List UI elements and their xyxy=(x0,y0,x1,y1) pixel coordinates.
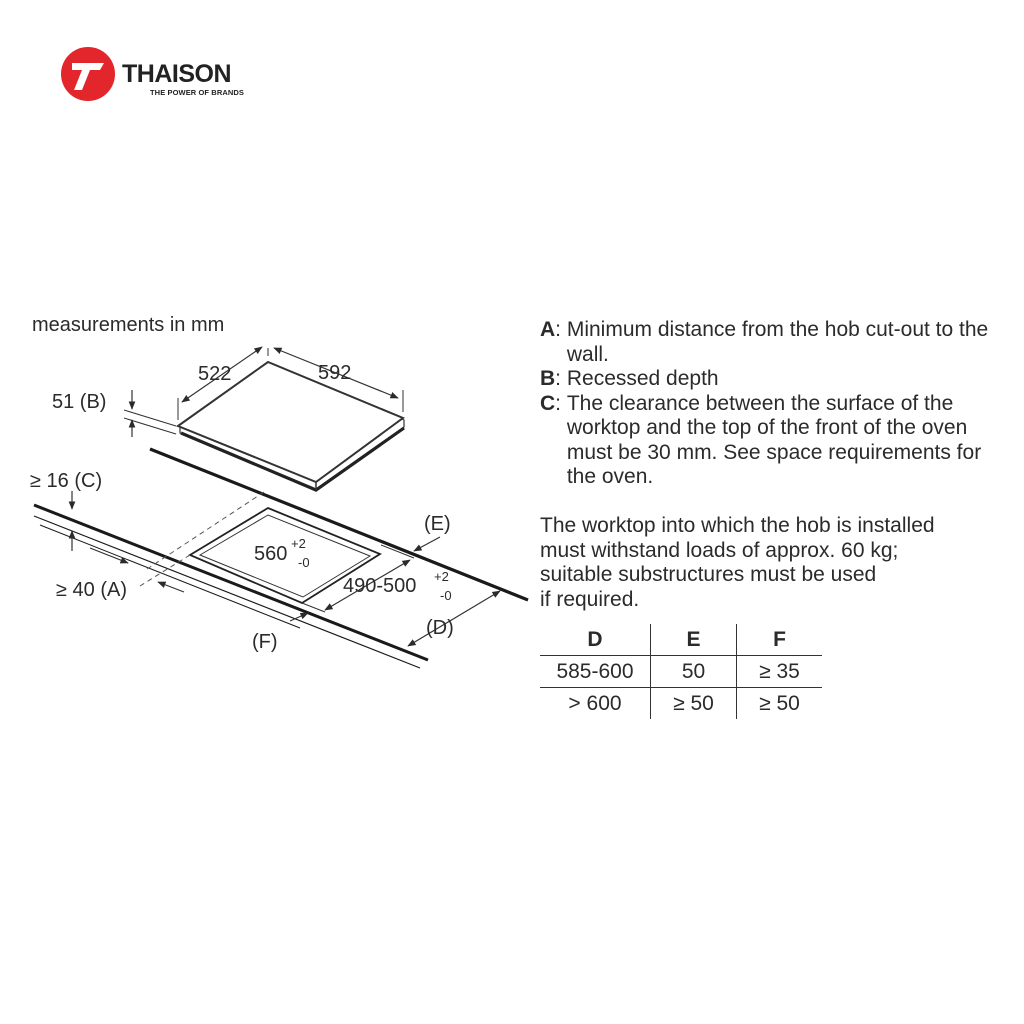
table-cell: 585-600 xyxy=(540,656,651,688)
legend-key-c: C xyxy=(540,391,556,415)
dim-490-500-main: 490-500 xyxy=(343,575,417,597)
note-line: The worktop into which the hob is installed xyxy=(540,514,935,537)
table-header-d: D xyxy=(540,624,651,656)
dim-490-500-tol-minus: -0 xyxy=(440,588,452,603)
table-row xyxy=(540,688,822,720)
legend-key-b: B xyxy=(540,367,556,390)
dim-c: ≥ 16 (C) xyxy=(30,470,103,492)
table-cell: ≥ 50 xyxy=(737,688,823,720)
dim-d: (D) xyxy=(426,617,454,639)
unit-note: measurements in mm xyxy=(32,314,225,336)
legend-text-a: Minimum distance from the hob cut-out to the wall. xyxy=(566,318,989,366)
dim-522: 522 xyxy=(198,363,232,385)
dim-f: (F) xyxy=(252,631,278,653)
dim-560-tol-minus: -0 xyxy=(298,555,310,570)
dim-592: 592 xyxy=(318,362,352,384)
dim-a: ≥ 40 (A) xyxy=(56,579,127,601)
note-line: must withstand loads of approx. 60 kg; xyxy=(540,538,899,562)
legend xyxy=(540,318,1010,490)
table-cell: > 600 xyxy=(568,691,622,715)
table-cell: 50 xyxy=(651,656,737,688)
dim-490-500 xyxy=(343,569,452,603)
dim-e: (E) xyxy=(424,513,451,535)
table-header-f: F xyxy=(737,624,823,656)
dim-b: 51 (B) xyxy=(52,391,107,413)
legend-key-a: A xyxy=(540,318,556,341)
note-line: suitable substructures must be used xyxy=(540,563,877,586)
legend-text-c: The clearance between the surface of the worktop and the top of the front of the oven must be 30 mm. See space requirements for the oven. xyxy=(566,391,982,488)
legend-item-a: A : Minimum distance from the hob cut-out to the wall. xyxy=(540,318,1010,367)
legend-item-b: B : Recessed depth xyxy=(540,367,1010,392)
dim-560-tol-plus: +2 xyxy=(291,536,306,551)
dim-560-main: 560 xyxy=(254,543,288,565)
table-cell: ≥ 35 xyxy=(737,656,823,688)
table-header-row xyxy=(540,624,822,656)
dimensions-table xyxy=(540,624,822,719)
table-cell: ≥ 50 xyxy=(651,688,737,720)
dim-490-500-tol-plus: +2 xyxy=(434,569,449,584)
table-header-e: E xyxy=(651,624,737,656)
worktop-note xyxy=(540,514,1010,612)
brand-name: THAISON xyxy=(122,60,231,88)
note-line: if required. xyxy=(540,587,640,611)
legend-text-b: Recessed depth xyxy=(566,367,719,390)
table-row xyxy=(540,656,822,688)
brand-tagline: THE POWER OF BRANDS xyxy=(150,88,244,97)
legend-item-c: C : The clearance between the surface of the worktop and the top of the front of the oven must be 30 mm. See space requirements for the oven. xyxy=(540,392,1010,490)
